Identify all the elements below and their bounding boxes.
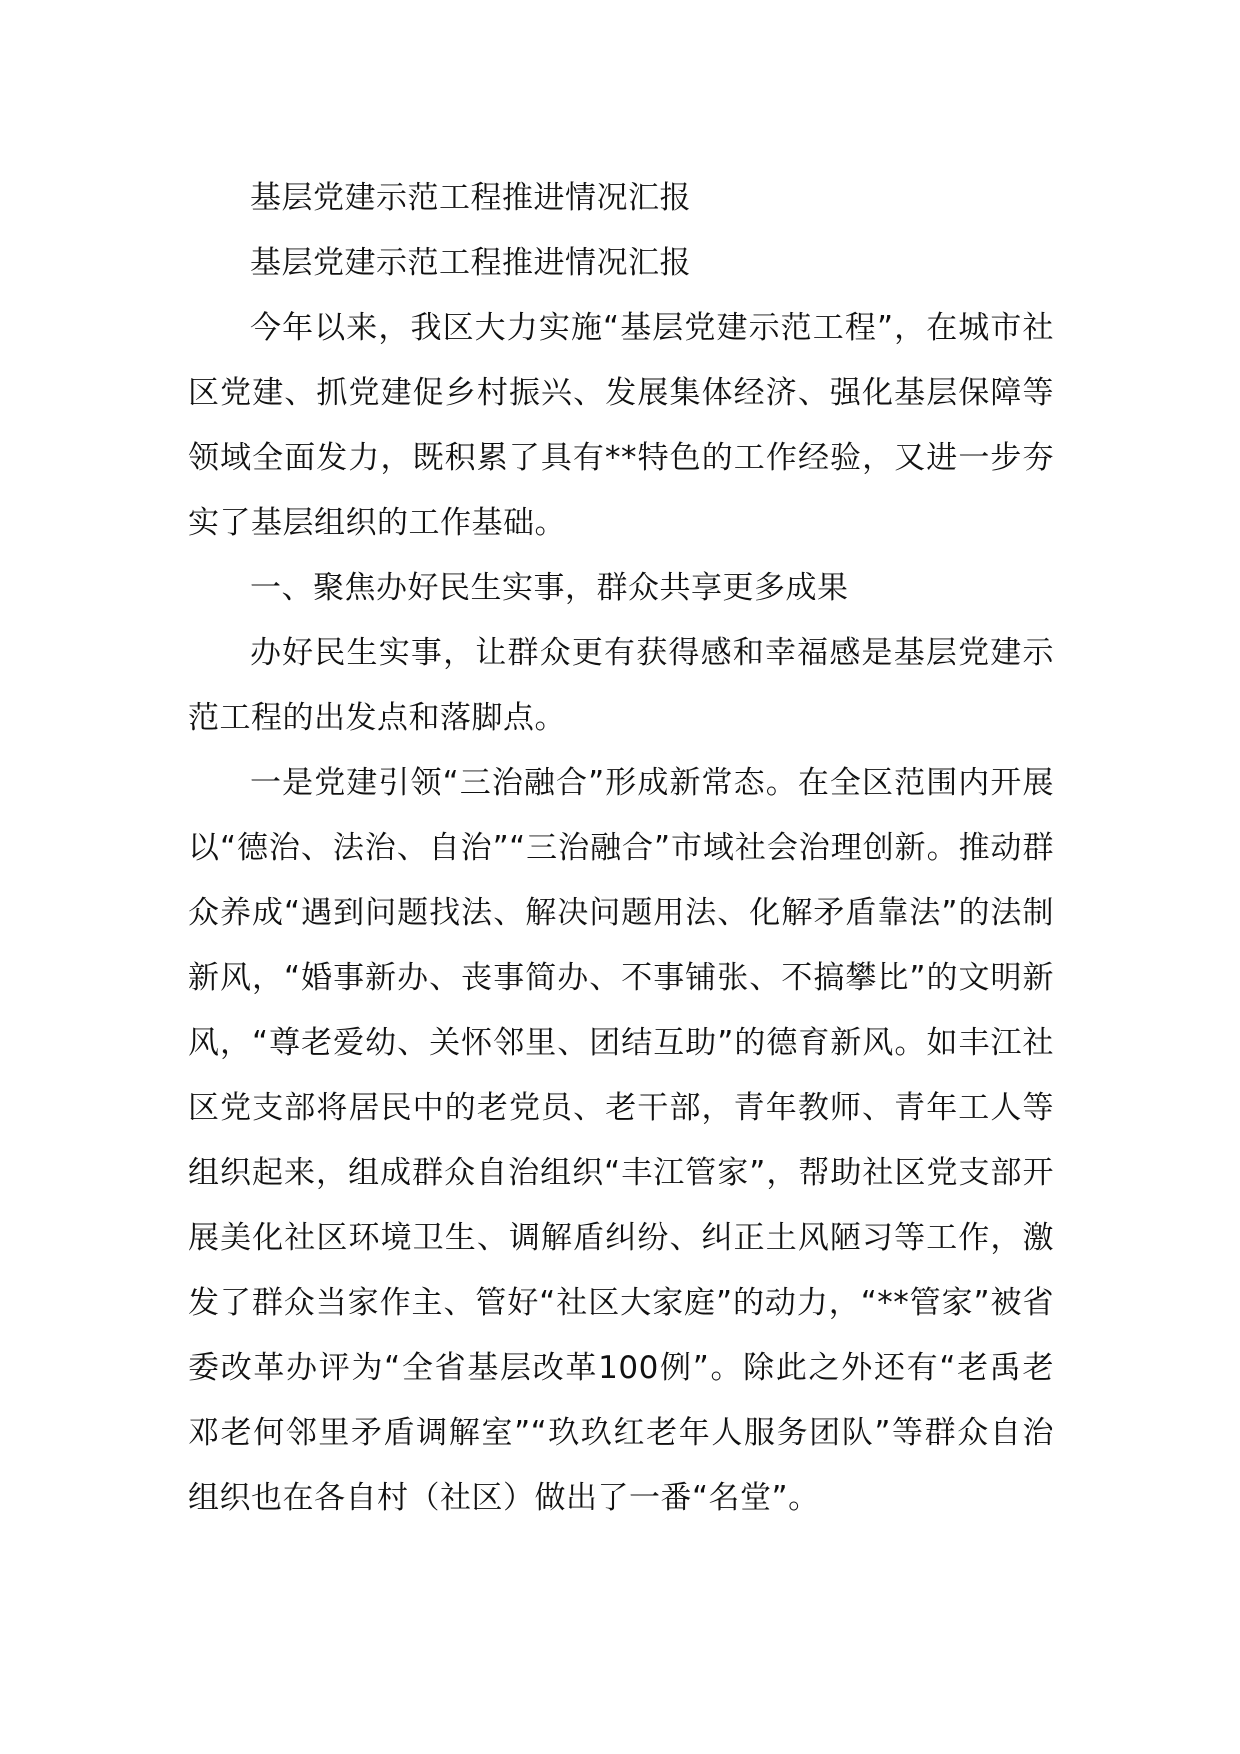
document-title: 基层党建示范工程推进情况汇报 [250,180,691,216]
section-heading: 一、聚焦办好民生实事，群众共享更多成果 [250,570,849,606]
section-lead-paragraph: 办好民生实事，让群众更有获得感和幸福感是基层党建示范工程的出发点和落脚点。 [188,635,1054,736]
intro-paragraph: 今年以来，我区大力实施“基层党建示范工程”，在城市社区党建、抓党建促乡村振兴、发展集体经济、强化基层保障等领域全面发力，既积累了具有**特色的工作经验，又进一步夯实了基层组织的工作基础。 [188,310,1054,541]
document-body [188,166,1054,1531]
body-paragraph: 一是党建引领“三治融合”形成新常态。在全区范围内开展以“德治、法治、自治”“三治融合”市域社会治理创新。推动群众养成“遇到问题找法、解决问题用法、化解矛盾靠法”的法制新风，“婚事新办、丧事简办、不事铺张、不搞攀比”的文明新风，“尊老爱幼、关怀邻里、团结互助”的德育新风。如丰江社区党支部将居民中的老党员、老干部，青年教师、青年工人等组织起来，组成群众自治组织“丰江管家”，帮助社区党支部开展美化社区环境卫生、调解盾纠纷、纠正土风陋习等工作，激发了群众当家作主、管好“社区大家庭”的动力，“**管家”被省委改革办评为“全省基层改革100例”。除此之外还有“老禹老邓老何邻里矛盾调解室”“玖玖红老年人服务团队”等群众自治组织也在各自村（社区）做出了一番“名堂”。 [188,765,1054,1516]
document-title-repeat: 基层党建示范工程推进情况汇报 [250,245,691,281]
